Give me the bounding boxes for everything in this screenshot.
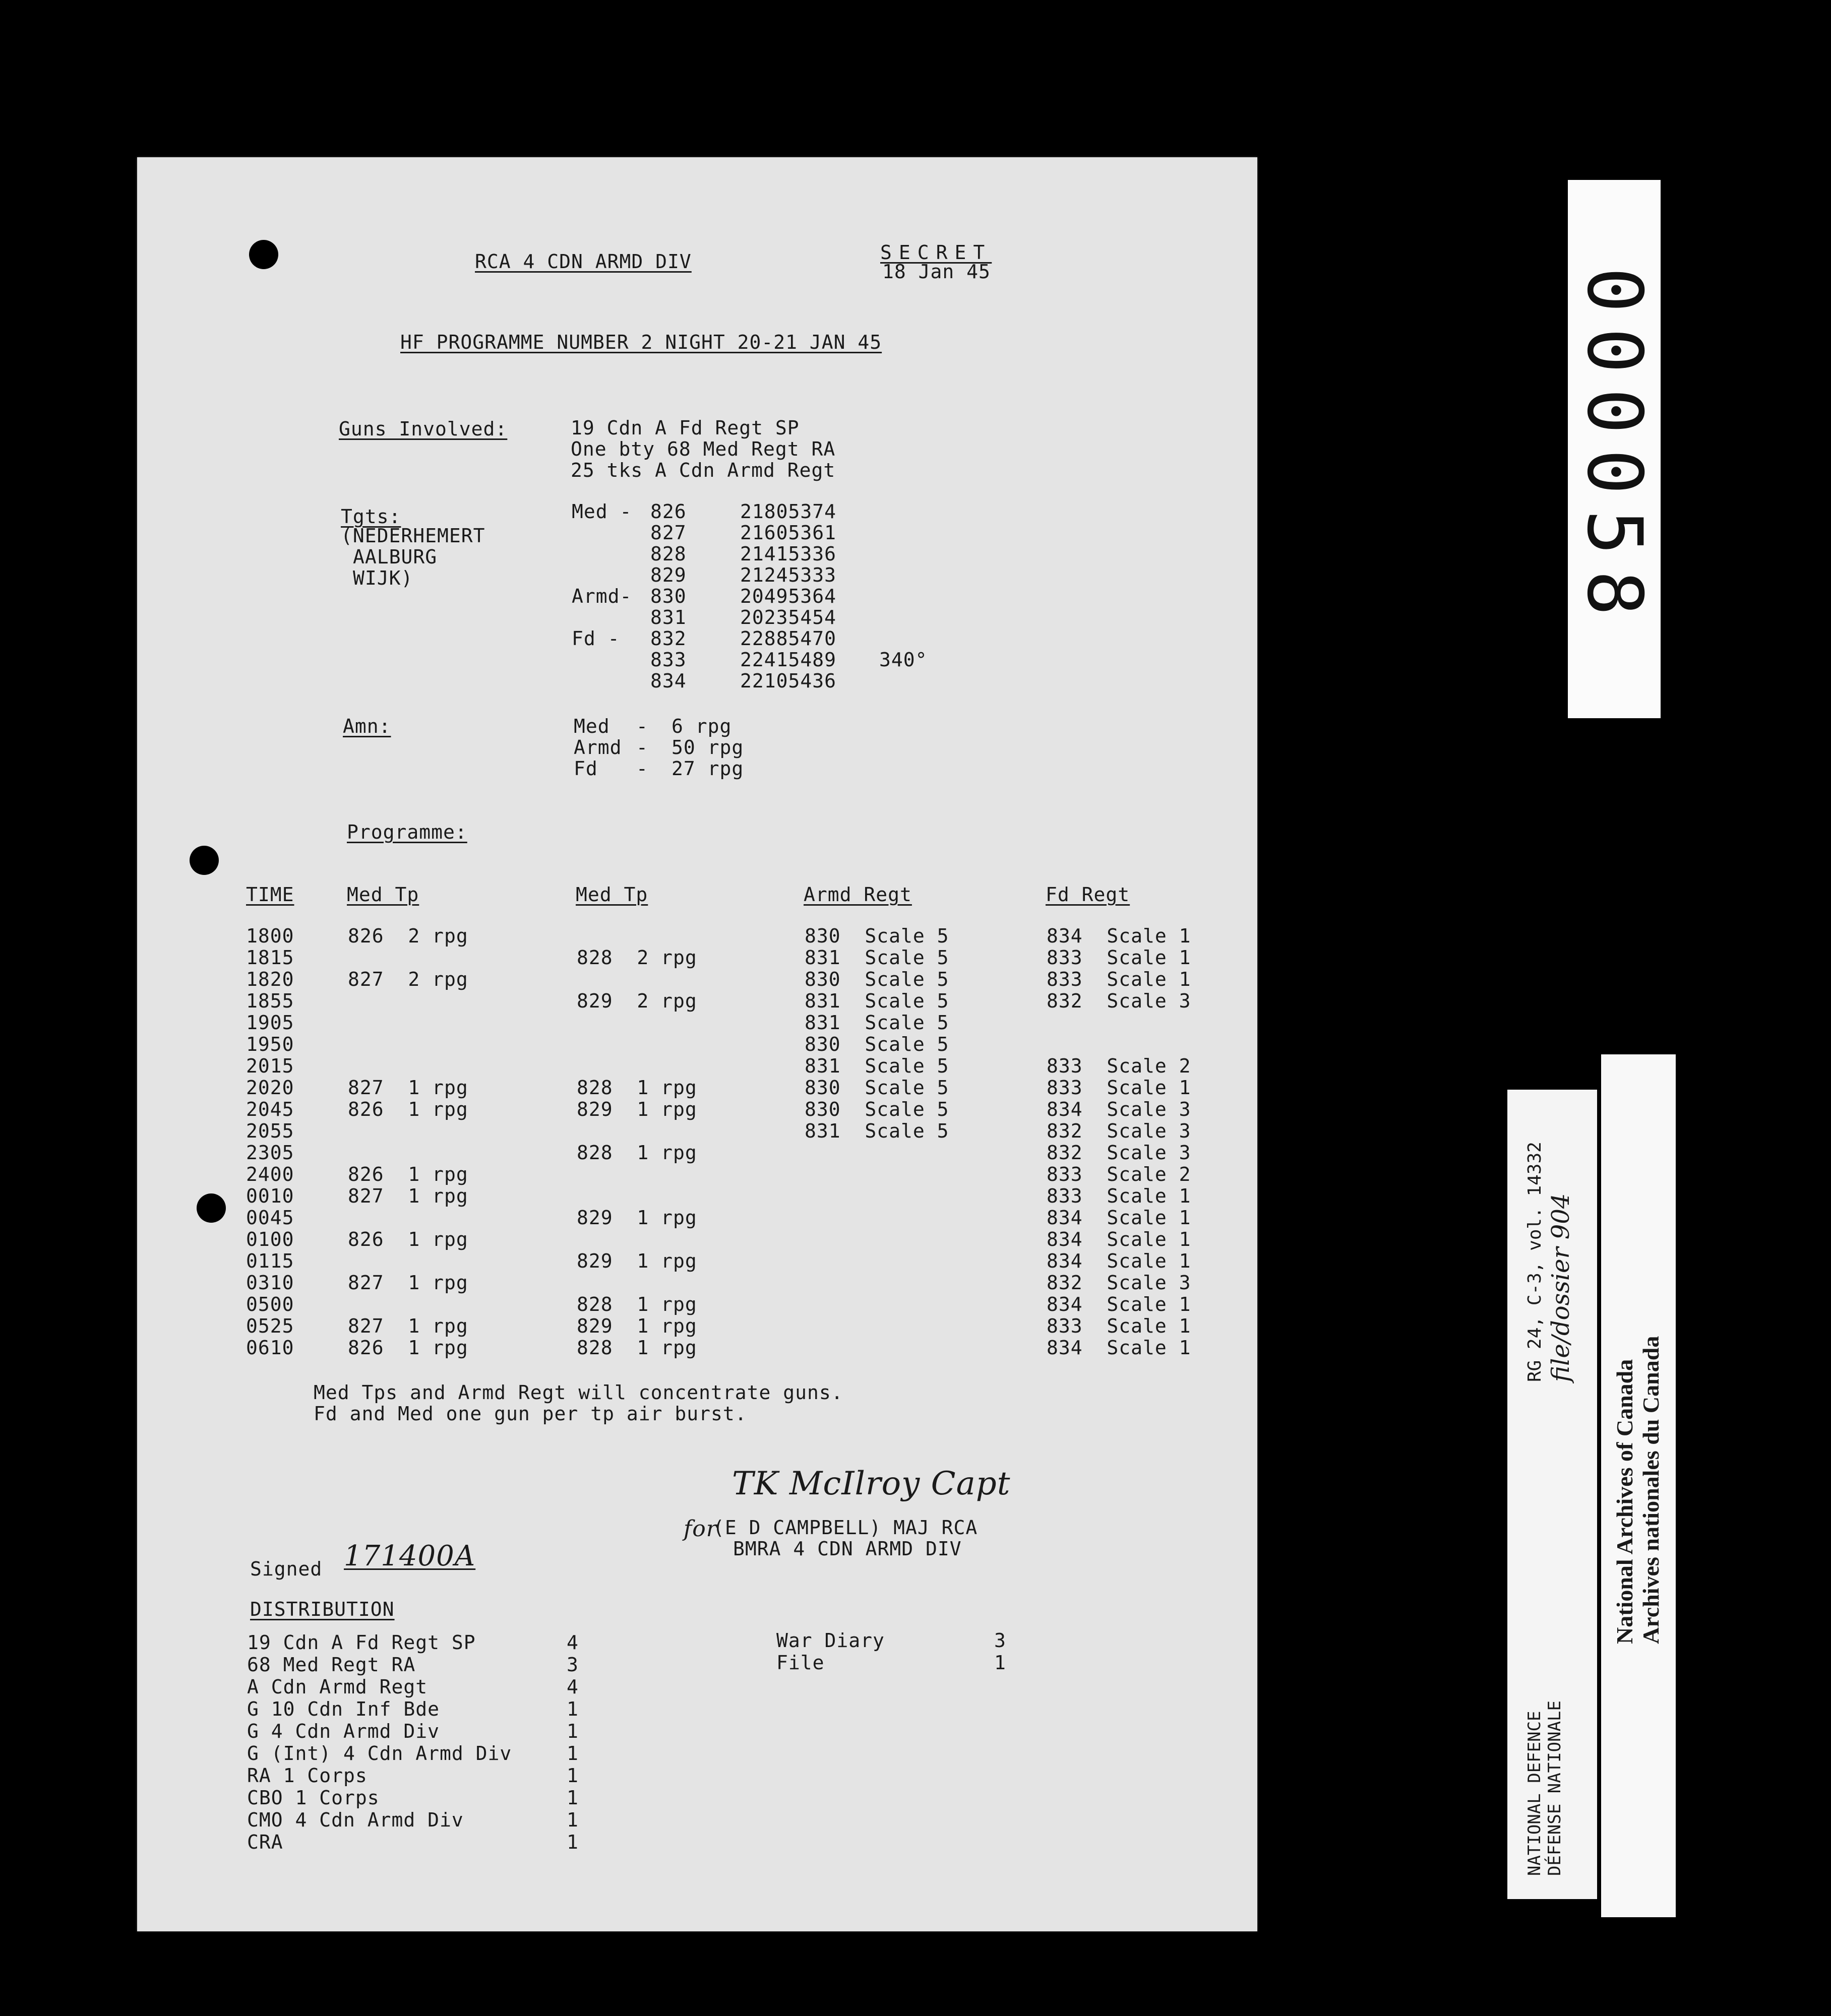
- ammunition-type: Fd: [574, 758, 598, 780]
- ammunition-rate: 6 rpg: [672, 715, 732, 737]
- signatory-name: (E D CAMPBELL) MAJ RCA: [713, 1517, 978, 1539]
- distribution-recipient: CBO 1 Corps: [247, 1787, 380, 1809]
- department-en: NATIONAL DEFENCE: [1524, 1711, 1545, 1876]
- ammunition-dash: -: [636, 715, 648, 737]
- archive-ref-line: RG 24, C-3, vol. 14332: [1524, 1142, 1545, 1382]
- programme-cell: 830 Scale 5: [805, 1098, 949, 1120]
- programme-cell: 828 1 rpg: [577, 1077, 697, 1099]
- programme-cell: 826 1 rpg: [348, 1228, 468, 1250]
- programme-time: 1800: [246, 925, 294, 947]
- programme-cell: 828 2 rpg: [577, 947, 697, 969]
- note-line: Fd and Med one gun per tp air burst.: [314, 1403, 747, 1425]
- programme-cell: 831 Scale 5: [805, 1055, 949, 1077]
- programme-cell: 827 1 rpg: [348, 1185, 468, 1207]
- target-grid-ref: 22105436: [740, 670, 837, 692]
- programme-cell: 828 1 rpg: [577, 1337, 697, 1359]
- programme-cell: 829 1 rpg: [577, 1250, 697, 1272]
- distribution-label: DISTRIBUTION: [250, 1598, 395, 1620]
- programme-cell: 834 Scale 3: [1047, 1098, 1191, 1120]
- signatory-appointment: BMRA 4 CDN ARMD DIV: [733, 1538, 962, 1560]
- programme-cell: 834 Scale 1: [1047, 1337, 1191, 1359]
- programme-cell: 827 1 rpg: [348, 1315, 468, 1337]
- programme-time: 1855: [246, 990, 294, 1012]
- distribution-copies: 1: [567, 1698, 579, 1720]
- distribution-copies: 1: [567, 1787, 579, 1809]
- programme-time: 1815: [246, 947, 294, 969]
- distribution-copies: 4: [567, 1631, 579, 1654]
- programme-cell: 829 2 rpg: [577, 990, 697, 1012]
- distribution-copies: 1: [567, 1720, 579, 1742]
- target-grid-ref: 20235454: [740, 606, 837, 628]
- programme-cell: 830 Scale 5: [805, 1077, 949, 1099]
- programme-column-header: Fd Regt: [1046, 884, 1130, 906]
- programme-cell: 827 2 rpg: [348, 968, 468, 990]
- programme-time: 0115: [246, 1250, 294, 1272]
- archive-file-line: file/dossier 904: [1547, 1193, 1575, 1382]
- distribution-recipient: War Diary: [776, 1629, 885, 1652]
- programme-column-header: Med Tp: [347, 884, 419, 906]
- ammunition-rate: 27 rpg: [672, 758, 744, 780]
- distribution-copies: 3: [994, 1629, 1006, 1652]
- programme-cell: 831 Scale 5: [805, 990, 949, 1012]
- distribution-copies: 1: [567, 1809, 579, 1831]
- target-grid-ref: 21415336: [740, 543, 837, 565]
- handwritten-signature: TK McIlroy Capt: [732, 1465, 1011, 1502]
- programme-cell: 830 Scale 5: [805, 925, 949, 947]
- punch-hole: [190, 846, 219, 875]
- programme-time: 2055: [246, 1120, 294, 1142]
- programme-cell: 833 Scale 1: [1047, 947, 1191, 969]
- distribution-recipient: 19 Cdn A Fd Regt SP: [247, 1631, 476, 1654]
- programme-cell: 826 2 rpg: [348, 925, 468, 947]
- programme-cell: 834 Scale 1: [1047, 925, 1191, 947]
- signed-time: 171400A: [344, 1540, 476, 1572]
- target-number: 827: [650, 522, 687, 544]
- programme-time: 1950: [246, 1033, 294, 1055]
- programme-cell: 834 Scale 1: [1047, 1250, 1191, 1272]
- distribution-recipient: G 4 Cdn Armd Div: [247, 1720, 440, 1742]
- programme-cell: 832 Scale 3: [1047, 990, 1191, 1012]
- distribution-recipient: G (Int) 4 Cdn Armd Div: [247, 1742, 512, 1765]
- programme-cell: 833 Scale 1: [1047, 1077, 1191, 1099]
- target-place: (NEDERHEMERT: [341, 525, 485, 547]
- programme-time: 2305: [246, 1142, 294, 1164]
- programme-cell: 829 1 rpg: [577, 1098, 697, 1120]
- programme-cell: 832 Scale 3: [1047, 1272, 1191, 1294]
- target-grid-ref: 21245333: [740, 564, 837, 586]
- archives-name-fr: Archives nationales du Canada: [1638, 1336, 1664, 1644]
- distribution-copies: 3: [567, 1654, 579, 1676]
- programme-time: 1820: [246, 968, 294, 990]
- programme-cell: 829 1 rpg: [577, 1315, 697, 1337]
- programme-time: 0525: [246, 1315, 294, 1337]
- programme-time: 2015: [246, 1055, 294, 1077]
- programme-time: 1905: [246, 1012, 294, 1034]
- programme-cell: 833 Scale 2: [1047, 1055, 1191, 1077]
- target-bearing: 340°: [879, 649, 928, 671]
- distribution-copies: 4: [567, 1676, 579, 1698]
- signature-prefix: for: [684, 1516, 717, 1542]
- distribution-copies: 1: [567, 1742, 579, 1765]
- distribution-copies: 1: [567, 1765, 579, 1787]
- department-fr: DÉFENSE NATIONALE: [1545, 1700, 1565, 1876]
- target-group: Med -: [572, 500, 632, 523]
- archive-reference-label: [1507, 1090, 1597, 1899]
- target-grid-ref: 22415489: [740, 649, 837, 671]
- programme-column-header: Med Tp: [576, 884, 648, 906]
- punch-hole: [249, 240, 278, 269]
- programme-cell: 832 Scale 3: [1047, 1142, 1191, 1164]
- target-number: 828: [650, 543, 687, 565]
- targets-label: Tgts:: [341, 506, 401, 528]
- target-number: 831: [650, 606, 687, 628]
- document-date: 18 Jan 45: [882, 261, 991, 283]
- national-archives-label: [1601, 1054, 1676, 1917]
- target-group: Armd-: [572, 585, 632, 607]
- gun-line: 25 tks A Cdn Armd Regt: [571, 459, 836, 481]
- target-number: 834: [650, 670, 687, 692]
- archives-name-en: National Archives of Canada: [1612, 1359, 1637, 1644]
- target-grid-ref: 20495364: [740, 585, 837, 607]
- distribution-copies: 1: [567, 1831, 579, 1853]
- distribution-copies: 1: [994, 1652, 1006, 1674]
- programme-time: 0500: [246, 1293, 294, 1315]
- programme-cell: 833 Scale 1: [1047, 968, 1191, 990]
- distribution-recipient: CMO 4 Cdn Armd Div: [247, 1809, 464, 1831]
- programme-cell: 831 Scale 5: [805, 1120, 949, 1142]
- programme-time: 0045: [246, 1207, 294, 1229]
- gun-line: One bty 68 Med Regt RA: [571, 438, 836, 460]
- programme-time: 2045: [246, 1098, 294, 1120]
- distribution-recipient: RA 1 Corps: [247, 1765, 368, 1787]
- target-grid-ref: 21805374: [740, 500, 837, 523]
- programme-cell: 826 1 rpg: [348, 1337, 468, 1359]
- programme-time: 0010: [246, 1185, 294, 1207]
- target-number: 832: [650, 627, 687, 650]
- programme-cell: 831 Scale 5: [805, 1012, 949, 1034]
- programme-cell: 826 1 rpg: [348, 1163, 468, 1185]
- signed-label: Signed: [250, 1558, 323, 1580]
- programme-cell: 830 Scale 5: [805, 968, 949, 990]
- classification: SECRET: [880, 241, 992, 264]
- programme-cell: 826 1 rpg: [348, 1098, 468, 1120]
- programme-cell: 830 Scale 5: [805, 1033, 949, 1055]
- ammunition-label: Amn:: [343, 715, 391, 737]
- ammunition-rate: 50 rpg: [672, 736, 744, 759]
- target-grid-ref: 22885470: [740, 627, 837, 650]
- gun-line: 19 Cdn A Fd Regt SP: [571, 417, 800, 439]
- target-number: 829: [650, 564, 687, 586]
- guns-label: Guns Involved:: [339, 418, 508, 440]
- programme-cell: 833 Scale 2: [1047, 1163, 1191, 1185]
- programme-cell: 833 Scale 1: [1047, 1185, 1191, 1207]
- programme-cell: 834 Scale 1: [1047, 1228, 1191, 1250]
- archive-number: 000058: [1570, 267, 1658, 631]
- programme-cell: 828 1 rpg: [577, 1293, 697, 1315]
- archive-number-label: [1568, 180, 1661, 718]
- target-number: 826: [650, 500, 687, 523]
- programme-cell: 831 Scale 5: [805, 947, 949, 969]
- programme-time: 2020: [246, 1077, 294, 1099]
- distribution-recipient: G 10 Cdn Inf Bde: [247, 1698, 440, 1720]
- note-line: Med Tps and Armd Regt will concentrate guns.: [314, 1381, 843, 1404]
- programme-time: 0310: [246, 1272, 294, 1294]
- programme-cell: 829 1 rpg: [577, 1207, 697, 1229]
- target-place: AALBURG: [353, 546, 438, 568]
- programme-cell: 827 1 rpg: [348, 1272, 468, 1294]
- target-number: 830: [650, 585, 687, 607]
- programme-cell: 834 Scale 1: [1047, 1293, 1191, 1315]
- programme-cell: 827 1 rpg: [348, 1077, 468, 1099]
- programme-cell: 833 Scale 1: [1047, 1315, 1191, 1337]
- programme-column-header: Armd Regt: [804, 884, 912, 906]
- document-page: [137, 157, 1257, 1931]
- distribution-recipient: CRA: [247, 1831, 283, 1853]
- programme-time: 0100: [246, 1228, 294, 1250]
- ammunition-dash: -: [636, 758, 648, 780]
- programme-cell: 834 Scale 1: [1047, 1207, 1191, 1229]
- target-grid-ref: 21605361: [740, 522, 837, 544]
- distribution-recipient: 68 Med Regt RA: [247, 1654, 416, 1676]
- target-group: Fd -: [572, 627, 620, 650]
- programme-label: Programme:: [347, 821, 467, 843]
- programme-column-header: TIME: [246, 884, 294, 906]
- target-place: WIJK): [353, 567, 413, 589]
- programme-time: 0610: [246, 1337, 294, 1359]
- target-number: 833: [650, 649, 687, 671]
- distribution-recipient: File: [776, 1652, 825, 1674]
- ammunition-type: Med: [574, 715, 610, 737]
- programme-time: 2400: [246, 1163, 294, 1185]
- ammunition-type: Armd: [574, 736, 622, 759]
- programme-cell: 832 Scale 3: [1047, 1120, 1191, 1142]
- document-title: HF PROGRAMME NUMBER 2 NIGHT 20-21 JAN 45: [400, 331, 882, 353]
- distribution-recipient: A Cdn Armd Regt: [247, 1676, 428, 1698]
- punch-hole: [197, 1193, 226, 1223]
- programme-cell: 828 1 rpg: [577, 1142, 697, 1164]
- unit-heading: RCA 4 CDN ARMD DIV: [475, 250, 692, 273]
- ammunition-dash: -: [636, 736, 648, 759]
